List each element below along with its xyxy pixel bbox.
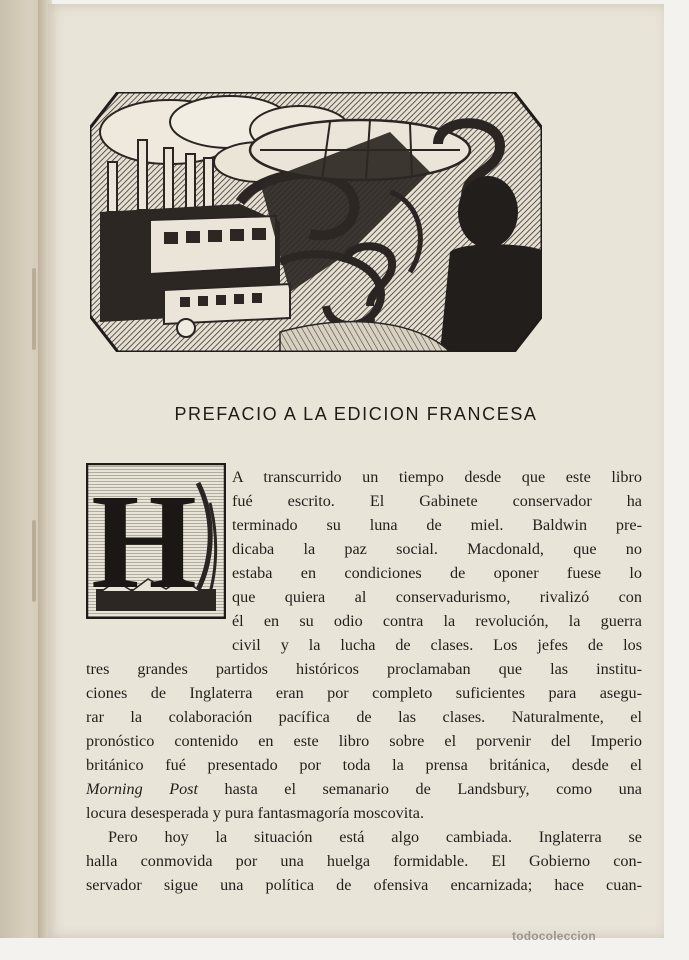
text-line: terminado su luna de miel. Baldwin pre- (232, 516, 642, 534)
text-line: civil y la lucha de clases. Los jefes de los (232, 636, 642, 654)
header-vignette-illustration (90, 92, 542, 352)
text-line: locura desesperada y pura fantasmagoría moscovita. (86, 804, 425, 822)
text-line: dicaba la paz social. Macdonald, que no (232, 540, 642, 558)
text-line: tres grandes partidos históricos proclamaban que las institu- (86, 660, 642, 678)
text-line: pronóstico contenido en este libro sobre el porvenir del Imperio (86, 732, 642, 750)
binding-staple (32, 268, 36, 350)
text-line: estaba en condiciones de oponer fuese lo (232, 564, 642, 582)
text-line: fué escrito. El Gabinete conservador ha (232, 492, 642, 510)
drop-cap-letter: H (91, 467, 197, 617)
text-line: servador sigue una política de ofensiva encarnizada; hace cuan- (86, 876, 642, 894)
text-line: británico fué presentado por toda la prensa británica, desde el (86, 756, 642, 774)
text-line: Pero hoy la situación está algo cambiada. Inglaterra se (108, 828, 642, 846)
drop-cap-initial (86, 463, 226, 619)
text-line: que quiera al conservadurismo, rivalizó con (232, 588, 642, 606)
newspaper-name: Morning Post (86, 780, 198, 798)
text-line-italic-start: Morning Post hasta el semanario de Landsbury, como una (86, 780, 642, 798)
watermark-text: todocoleccion (512, 929, 596, 943)
chapter-heading: PREFACIO A LA EDICION FRANCESA (174, 404, 538, 424)
binding-staple (32, 520, 36, 602)
text-line: él en su odio contra la revolución, la guerra (232, 612, 642, 630)
text-line: A transcurrido un tiempo desde que este libro (232, 468, 642, 486)
text-line: halla conmovida por una huelga formidable. El Gobierno con- (86, 852, 642, 870)
text-line: ciones de Inglaterra eran por completo suficientes para asegu- (86, 684, 642, 702)
text-line: rar la colaboración pacífica de las clases. Naturalmente, el (86, 708, 642, 726)
